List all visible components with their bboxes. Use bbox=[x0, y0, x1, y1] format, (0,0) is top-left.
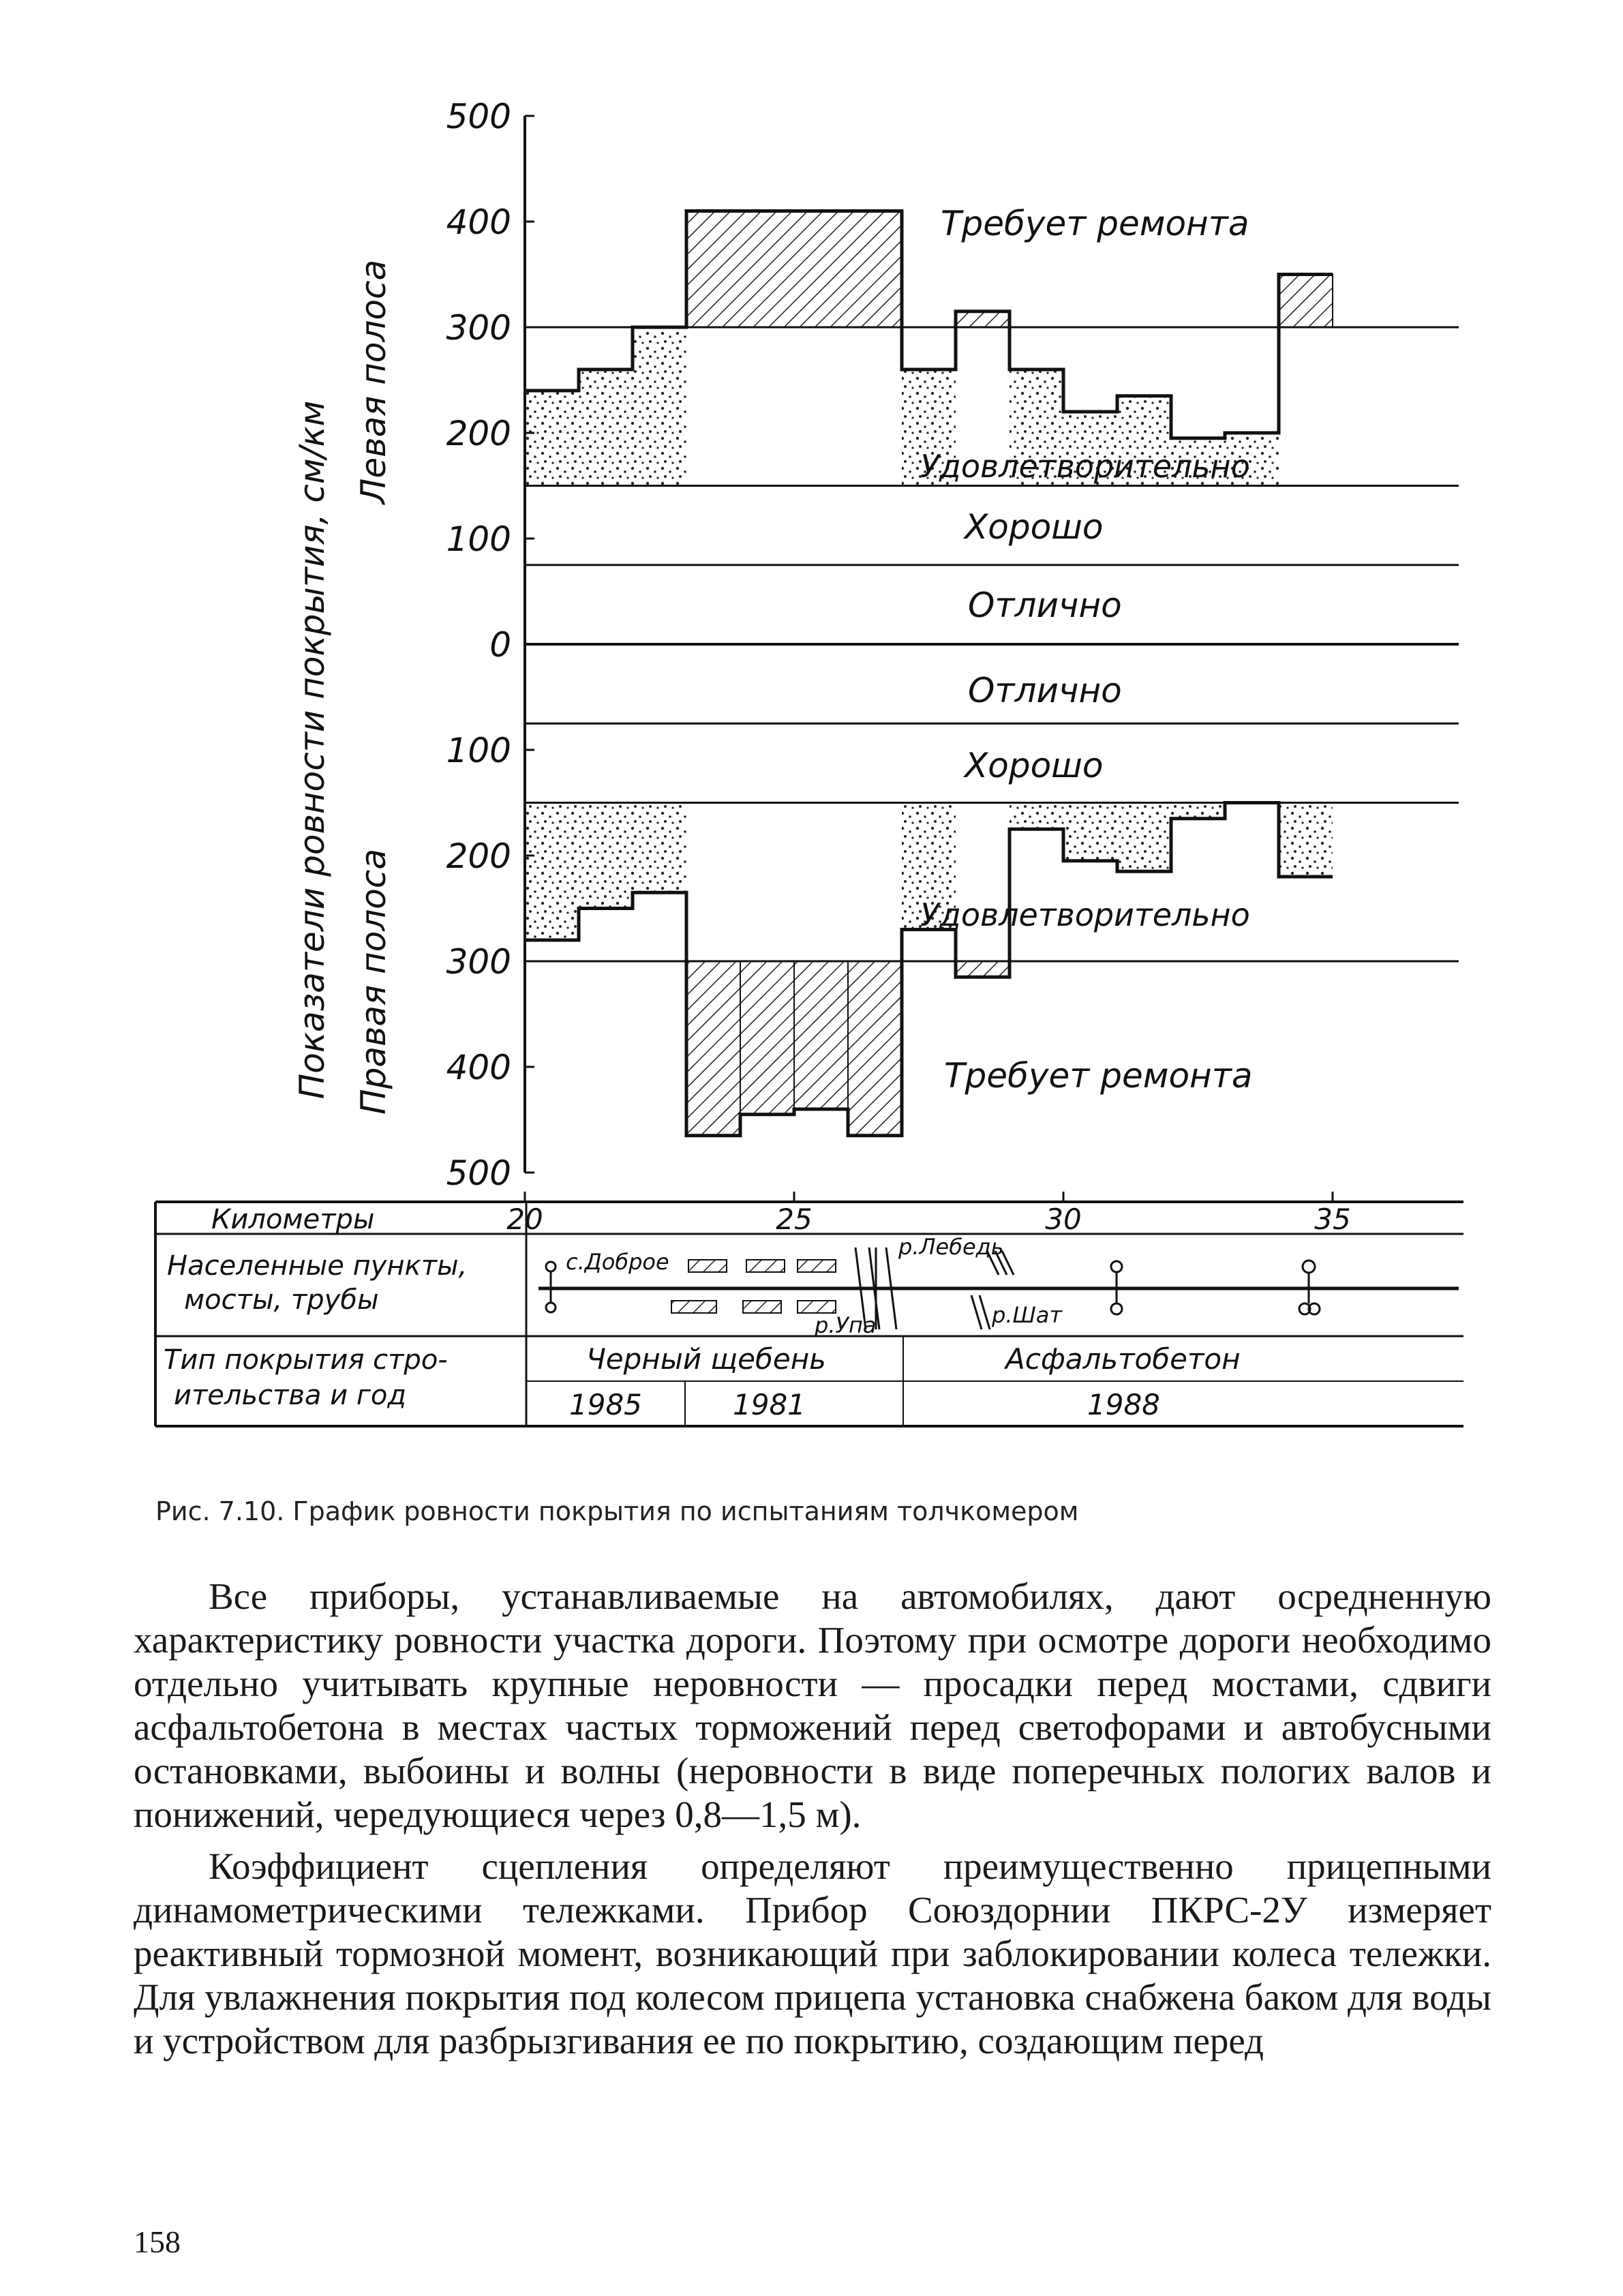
table-row-km-label: Километры bbox=[211, 1204, 375, 1235]
x-tick-label: 20 bbox=[506, 1203, 543, 1236]
page-number: 158 bbox=[134, 2224, 181, 2259]
satisfactory-segment-bar bbox=[579, 803, 633, 909]
repair-segment-bar bbox=[848, 961, 902, 1136]
satisfactory-segment-bar bbox=[633, 803, 686, 893]
y-tick-label: 400 bbox=[446, 202, 511, 242]
y-tick-label: 100 bbox=[446, 519, 511, 559]
zone-label-satisfactory-bottom: Удовлетворительно bbox=[920, 896, 1250, 933]
series-layer bbox=[525, 211, 1333, 1136]
table-row-surface-label-1: Тип покрытия стро- bbox=[164, 1344, 448, 1376]
y-tick-label: 0 bbox=[489, 625, 511, 665]
x-tick-label: 25 bbox=[776, 1203, 813, 1236]
x-tick-label: 30 bbox=[1045, 1203, 1082, 1236]
y-tick-label: 500 bbox=[446, 97, 511, 136]
satisfactory-segment-bar bbox=[1279, 803, 1333, 877]
y-tick-label: 200 bbox=[446, 414, 511, 453]
right-lane-label: Правая полоса bbox=[354, 848, 393, 1115]
river-lebed-label: р.Лебедь bbox=[898, 1234, 1004, 1260]
bridge-shat-icon bbox=[971, 1295, 990, 1329]
satisfactory-segment-bar bbox=[579, 369, 633, 486]
figure-caption: Рис. 7.10. График ровности покрытия по испытаниям толчкомером bbox=[155, 1496, 1079, 1526]
zone-label-good-top: Хорошо bbox=[965, 507, 1104, 547]
repair-segment-bar bbox=[1279, 275, 1333, 328]
y-tick-label: 300 bbox=[446, 942, 511, 982]
x-tick-label: 35 bbox=[1314, 1203, 1351, 1236]
surface-type-1: Черный щебень bbox=[586, 1342, 826, 1376]
zone-label-excellent-bottom: Отлично bbox=[968, 671, 1122, 710]
paragraph-1: Все приборы, устанавливаемые на автомобилях, дают осредненную характеристику ровности участка дороги. Поэтому при осмотре дороги необходимо отдельно учитывать крупные неровности — просадки перед мостами, сдвиги асфальтобетона в местах частых торможений перед светофорами и автобусными остановками, выбоины и волны (неровности в виде поперечных пологих валов и понижений, чередующиеся через 0,8—1,5 м). bbox=[134, 1575, 1491, 1835]
repair-segment-bar bbox=[956, 961, 1010, 977]
repair-segment-bar bbox=[686, 211, 902, 328]
year-1: 1985 bbox=[569, 1388, 642, 1421]
table-row-settlements-label-2: мосты, трубы bbox=[184, 1284, 379, 1316]
river-shat-label: р.Шат bbox=[992, 1302, 1062, 1328]
y-tick-label: 200 bbox=[446, 836, 511, 876]
pipe-culverts-icon bbox=[671, 1260, 836, 1313]
y-tick-label: 100 bbox=[446, 731, 511, 770]
y-tick-label: 500 bbox=[446, 1153, 511, 1193]
repair-segment-bar bbox=[794, 961, 848, 1109]
table-row-settlements-label-1: Населенные пункты, bbox=[167, 1250, 468, 1282]
y-axis-title: Показатели ровности покрытия, см/км bbox=[292, 400, 332, 1100]
zone-label-good-bottom: Хорошо bbox=[965, 746, 1104, 785]
left-lane-label: Левая полоса bbox=[354, 259, 393, 504]
satisfactory-segment-bar bbox=[525, 391, 579, 486]
surface-type-2: Асфальтобетон bbox=[1005, 1342, 1241, 1376]
river-upa-label: р.Упа bbox=[815, 1312, 877, 1338]
satisfactory-segment-bar bbox=[1063, 803, 1117, 861]
y-tick-label: 400 bbox=[446, 1048, 511, 1087]
zone-label-satisfactory-top: Удовлетворительно bbox=[920, 448, 1250, 485]
zone-label-repair-bottom: Требует ремонта bbox=[944, 1056, 1253, 1096]
body-text bbox=[134, 1575, 1491, 2071]
satisfactory-segment-bar bbox=[525, 803, 579, 941]
table-row-surface-label-2: ительства и год bbox=[174, 1380, 406, 1411]
satisfactory-segment-bar bbox=[1010, 803, 1063, 830]
y-tick-label: 300 bbox=[446, 308, 511, 348]
year-2: 1981 bbox=[733, 1388, 806, 1421]
repair-segment-bar bbox=[740, 961, 794, 1115]
zone-label-repair-top: Требует ремонта bbox=[941, 204, 1249, 243]
repair-segment-bar bbox=[686, 961, 740, 1136]
zone-label-excellent-top: Отлично bbox=[968, 586, 1122, 625]
year-3: 1988 bbox=[1087, 1388, 1160, 1421]
paragraph-2: Коэффициент сцепления определяют преимущественно прицепными динамометрическими тележками. Прибор Союздорнии ПКРС-2У измеряет реактивный тормозной момент, возникающий при заблокировании колеса тележки. Для увлажнения покрытия под колесом прицепа установка снабжена баком для воды и устройством для разбрызгивания ее по покрытию, создающим перед bbox=[134, 1845, 1491, 2061]
village-name: с.Доброе bbox=[566, 1249, 669, 1275]
repair-segment-bar bbox=[956, 312, 1010, 327]
satisfactory-segment-bar bbox=[1117, 803, 1171, 872]
satisfactory-segment-bar bbox=[1171, 803, 1225, 819]
satisfactory-segment-bar bbox=[633, 327, 686, 486]
